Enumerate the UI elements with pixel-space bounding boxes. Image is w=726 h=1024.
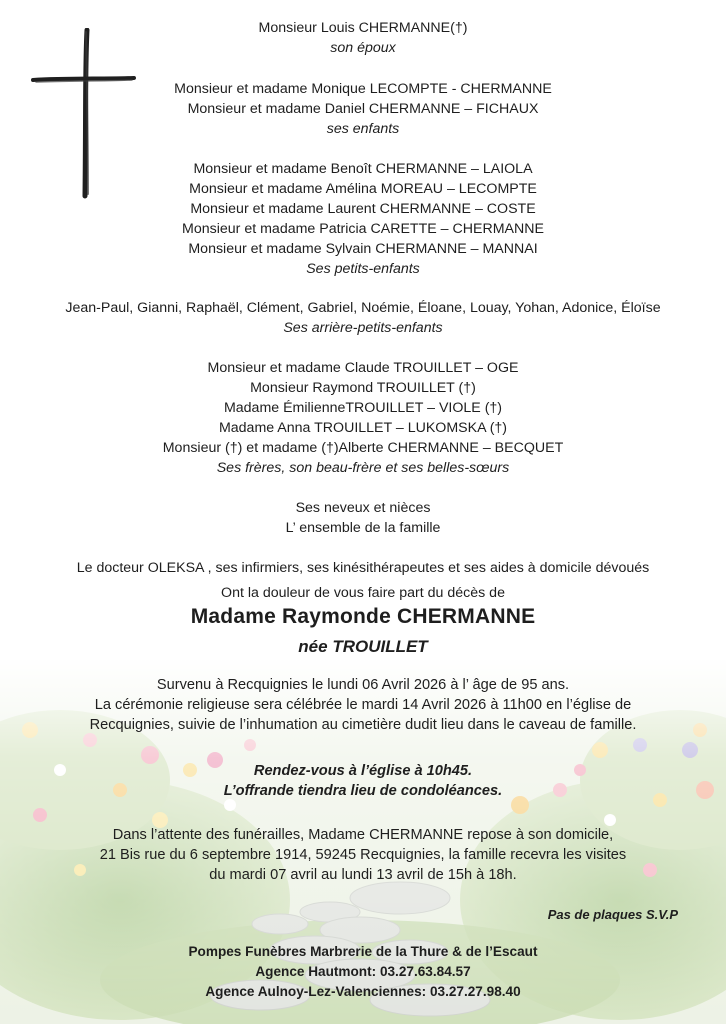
child-name-1: Monsieur et madame Monique LECOMPTE - CHERMANNE xyxy=(174,81,552,97)
children-caption: ses enfants xyxy=(326,121,400,137)
death-details: Survenu à Recquignies le lundi 06 Avril 2026 à l’ âge de 95 ans. xyxy=(156,677,570,693)
offering-note: L’offrande tiendra lieu de condoléances. xyxy=(223,783,503,799)
burial-details: Recquignies, suivie de l’inhumation au cimetière dudit lieu dans le caveau de famille. xyxy=(89,717,637,733)
no-plaques-note: Pas de plaques S.V.P xyxy=(547,907,678,922)
visits-hours: du mardi 07 avril au lundi 13 avril de 15h à 18h. xyxy=(209,867,517,883)
siblings-caption: Ses frères, son beau-frère et ses belles-sœurs xyxy=(216,460,510,476)
meeting-time: Rendez-vous à l’église à 10h45. xyxy=(253,763,473,779)
visits-address: 21 Bis rue du 6 septembre 1914, 59245 Recquignies, la famille recevra les visites xyxy=(99,847,627,863)
announcement-line: Ont la douleur de vous faire part du décès de xyxy=(221,585,505,601)
carers-line: Le docteur OLEKSA , ses infirmiers, ses kinésithérapeutes et ses aides à domicile dévoués xyxy=(76,560,650,576)
spouse-name: Monsieur Louis CHERMANNE(†) xyxy=(258,20,468,36)
whole-family: L’ ensemble de la famille xyxy=(285,520,441,536)
agency-aulnoy: Agence Aulnoy-Lez-Valenciennes: 03.27.27.98.40 xyxy=(205,984,521,999)
nephews-nieces: Ses neveux et nièces xyxy=(295,500,431,516)
deceased-maiden-name: née TROUILLET xyxy=(298,637,428,656)
ceremony-details: La cérémonie religieuse sera célébrée le mardi 14 Avril 2026 à 11h00 en l’église de xyxy=(94,697,632,713)
child-name-2: Monsieur et madame Daniel CHERMANNE – FICHAUX xyxy=(187,101,539,117)
funeral-home-name: Pompes Funèbres Marbrerie de la Thure & de l’Escaut xyxy=(188,944,538,959)
sibling-name-5: Monsieur (†) et madame (†)Alberte CHERMANNE – BECQUET xyxy=(162,440,564,456)
grandchildren-caption: Ses petits-enfants xyxy=(306,261,420,277)
great-grandchildren-names: Jean-Paul, Gianni, Raphaël, Clément, Gabriel, Noémie, Éloane, Louay, Yohan, Adonice, Éloïse xyxy=(65,300,661,316)
agency-hautmont: Agence Hautmont: 03.27.63.84.57 xyxy=(255,964,471,979)
grandchild-name-3: Monsieur et madame Laurent CHERMANNE – COSTE xyxy=(190,201,536,217)
grandchild-name-5: Monsieur et madame Sylvain CHERMANNE – MANNAI xyxy=(188,241,538,257)
visits-line-1: Dans l’attente des funérailles, Madame CHERMANNE repose à son domicile, xyxy=(112,827,614,843)
great-grandchildren-caption: Ses arrière-petits-enfants xyxy=(283,320,443,336)
sibling-name-2: Monsieur Raymond TROUILLET (†) xyxy=(250,380,476,396)
spouse-caption: son époux xyxy=(330,40,396,56)
sibling-name-4: Madame Anna TROUILLET – LUKOMSKA (†) xyxy=(218,420,508,436)
sibling-name-1: Monsieur et madame Claude TROUILLET – OGE xyxy=(207,360,519,376)
deceased-name: Madame Raymonde CHERMANNE xyxy=(190,605,536,628)
grandchild-name-1: Monsieur et madame Benoît CHERMANNE – LAIOLA xyxy=(193,161,533,177)
grandchild-name-4: Monsieur et madame Patricia CARETTE – CHERMANNE xyxy=(182,221,544,237)
sibling-name-3: Madame ÉmilienneTROUILLET – VIOLE (†) xyxy=(223,400,503,416)
grandchild-name-2: Monsieur et madame Amélina MOREAU – LECOMPTE xyxy=(189,181,537,197)
